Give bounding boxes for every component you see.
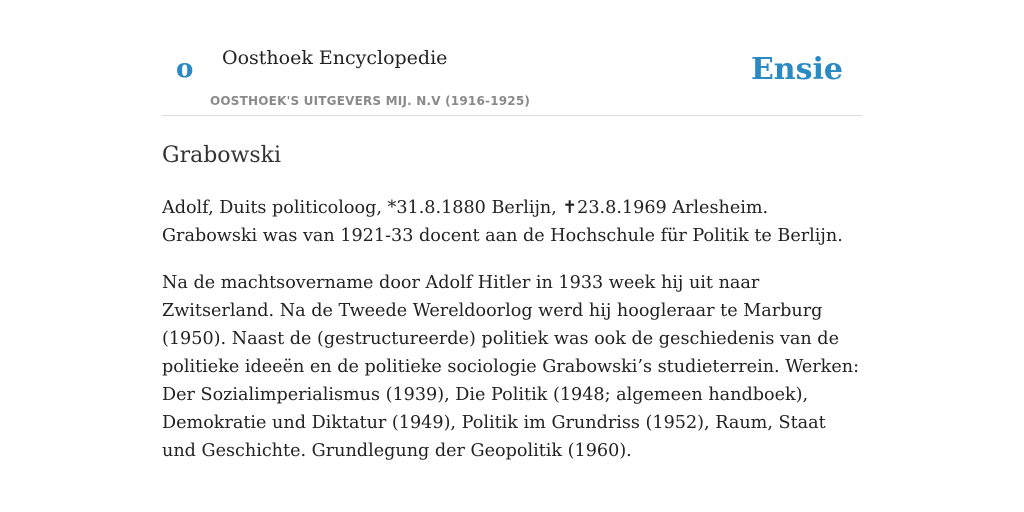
article xyxy=(162,142,862,465)
site-name: Oosthoek Encyclopedie xyxy=(222,47,448,69)
brand-logo-link[interactable]: Ensie xyxy=(750,52,843,87)
page xyxy=(162,0,862,465)
article-paragraph: Na de machtsovername door Adolf Hitler in 1933 week hij uit naar Zwitserland. Na de Tweede Wereldoorlog werd hij hoogleraar te Marburg (1950). Naast de (gestructureerde) politiek was ook de geschiedenis van de politieke ideeën en de politieke sociologie Grabowski’s studieterrein. Werken: Der Sozialimperialismus (1939), Die Politik (1948; algemeen handboek), Demokratie und Diktatur (1949), Politik im Grundriss (1952), Raum, Staat und Geschichte. Grundlegung der Geopolitik (1960). xyxy=(162,273,860,461)
article-paragraph: Adolf, Duits politicoloog, *31.8.1880 Berlijn, ✝23.8.1969 Arlesheim. Grabowski was van 1921-33 docent aan de Hochschule für Politik te Berlijn. xyxy=(162,198,843,246)
site-logo[interactable]: o xyxy=(176,54,194,84)
header xyxy=(162,0,862,116)
publisher-label: OOSTHOEK'S UITGEVERS MIJ. N.V (1916-1925) xyxy=(210,94,531,108)
article-title: Grabowski xyxy=(162,143,282,168)
